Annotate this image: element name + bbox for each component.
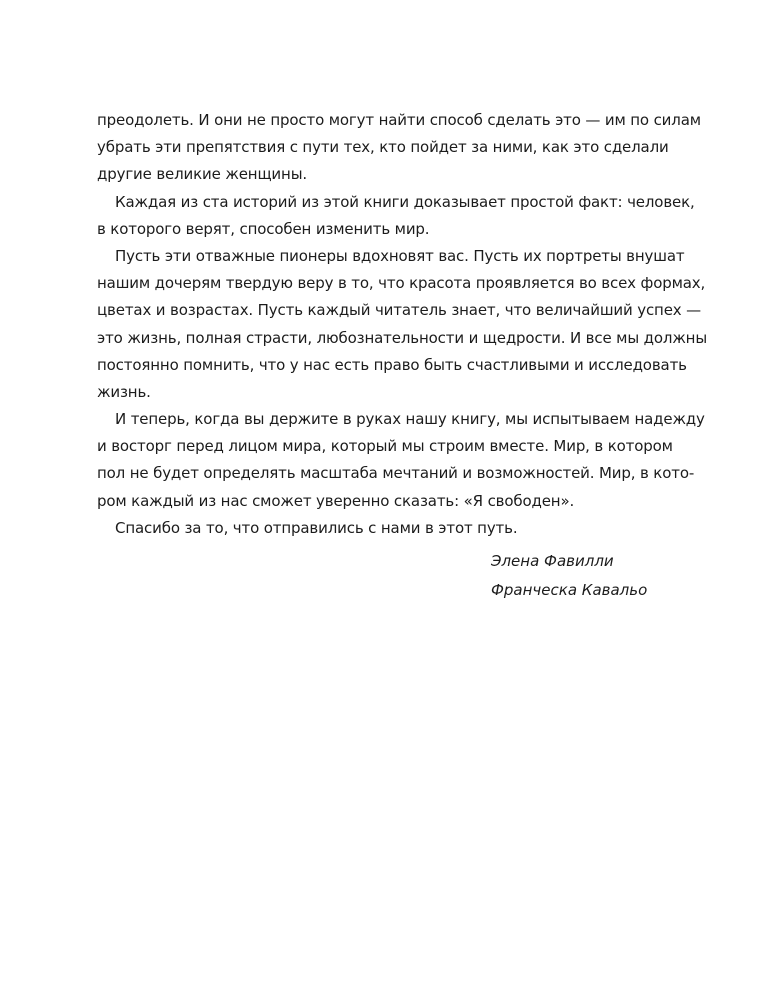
text-line: ром каждый из нас сможет уверенно сказать: «Я свободен». bbox=[97, 491, 575, 510]
text-line: Каждая из ста историй из этой книги доказывает простой факт: человек, bbox=[115, 192, 695, 211]
text-line: постоянно помнить, что у нас есть право быть счастливыми и исследовать bbox=[97, 355, 687, 374]
author-name: Элена Фавилли bbox=[491, 552, 614, 570]
author-signatures bbox=[491, 547, 647, 605]
text-line: другие великие женщины. bbox=[97, 165, 307, 184]
text-line: это жизнь, полная страсти, любознательности и щедрости. И все мы должны bbox=[97, 328, 708, 347]
text-line: И теперь, когда вы держите в руках нашу книгу, мы испытываем надежду bbox=[115, 410, 705, 429]
body-text bbox=[97, 107, 708, 542]
text-line: убрать эти препятствия с пути тех, кто пойдет за ними, как это сделали bbox=[97, 138, 669, 157]
text-line: Пусть эти отважные пионеры вдохновят вас. Пусть их портреты внушат bbox=[115, 246, 685, 265]
text-line: пол не будет определять масштаба мечтаний и возможностей. Мир, в кото- bbox=[97, 464, 695, 483]
text-line: Спасибо за то, что отправились с нами в этот путь. bbox=[115, 518, 518, 537]
text-line: нашим дочерям твердую веру в то, что красота проявляется во всех формах, bbox=[97, 274, 706, 293]
text-line: жизнь. bbox=[97, 382, 151, 401]
text-line: цветах и возрастах. Пусть каждый читатель знает, что величайший успех — bbox=[97, 301, 701, 320]
text-line: преодолеть. И они не просто могут найти способ сделать это — им по силам bbox=[97, 111, 701, 129]
author-name: Франческа Кавальо bbox=[491, 581, 648, 599]
text-line: и восторг перед лицом мира, который мы строим вместе. Мир, в котором bbox=[97, 437, 673, 456]
text-line: в которого верят, способен изменить мир. bbox=[97, 219, 430, 238]
